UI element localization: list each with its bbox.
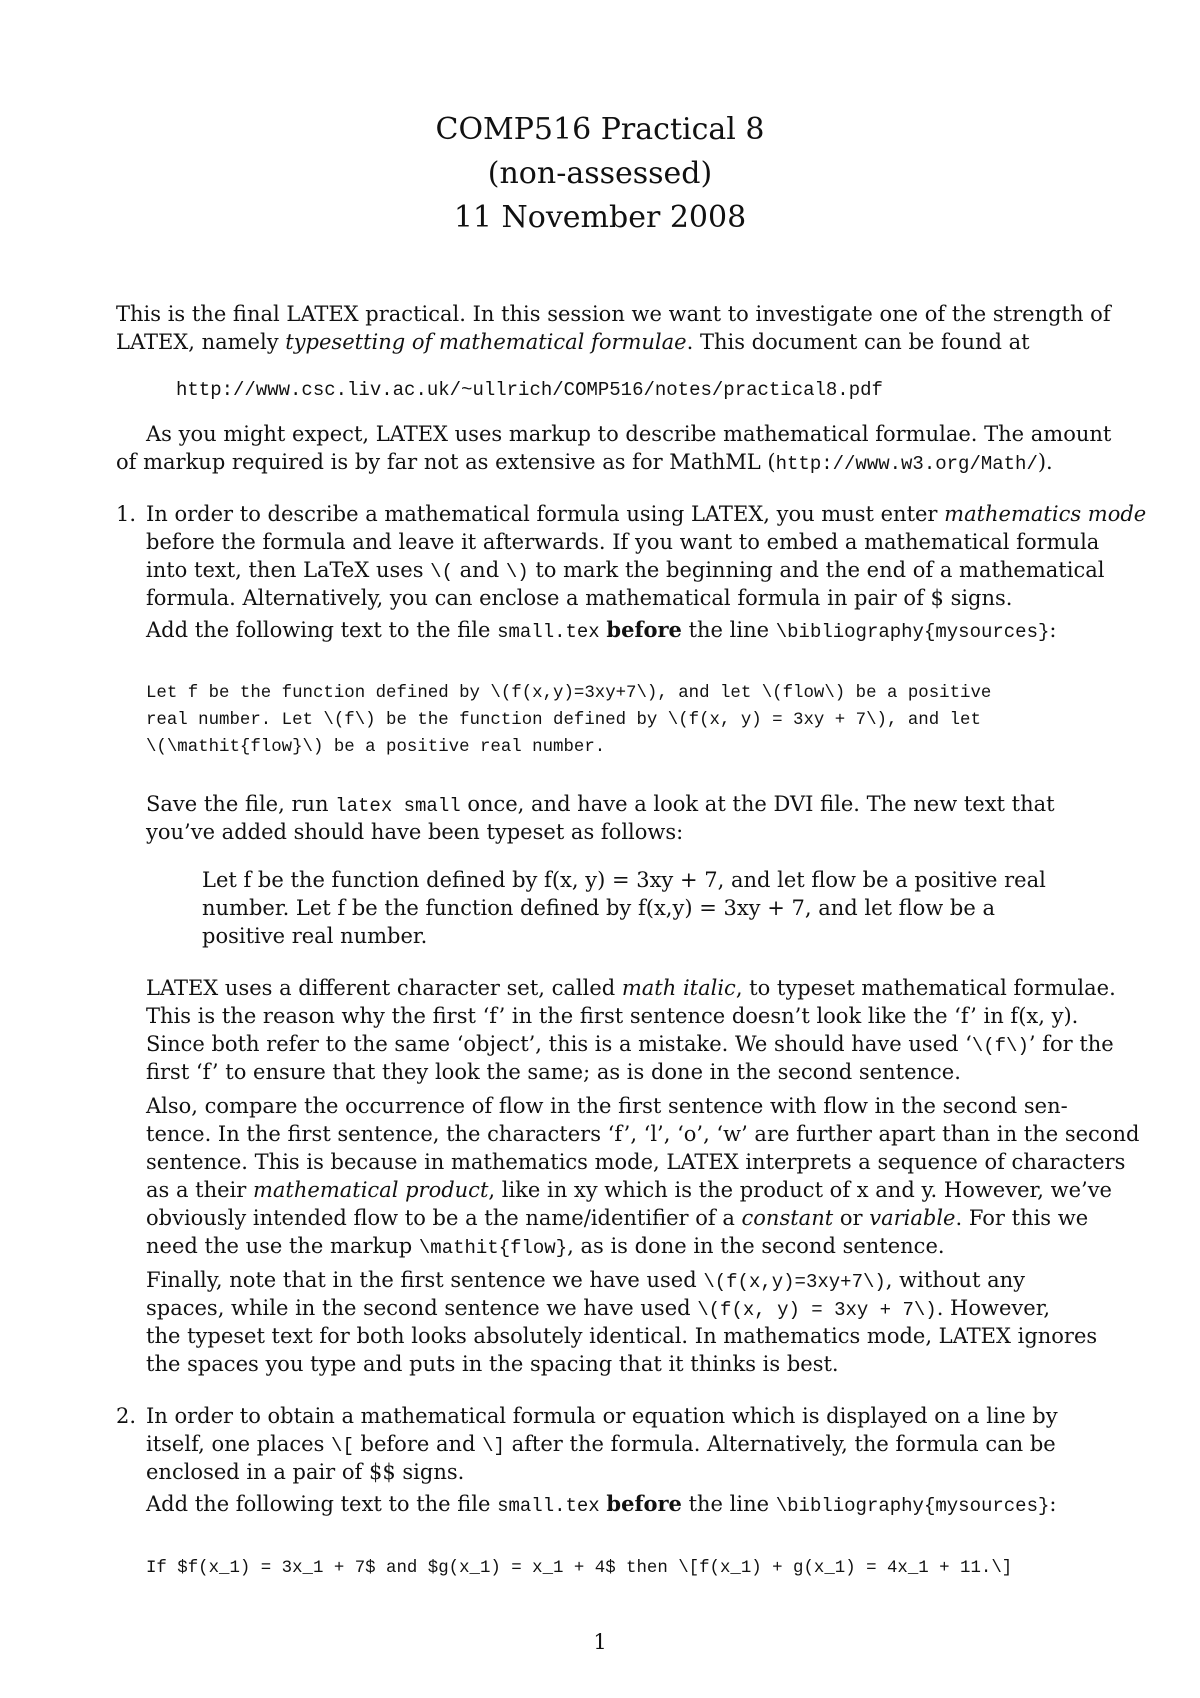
- title-date: 11 November 2008: [453, 200, 747, 235]
- item-2-line-1: In order to obtain a mathematical formula or equation which is displayed on a line by: [146, 1404, 1058, 1428]
- item-1-line-1: In order to describe a mathematical formula using LATEX, you must enter mathematics mode: [146, 502, 1147, 526]
- item-1-p5-line-4: the spaces you type and puts in the spacing that it thinks is best.: [146, 1352, 839, 1376]
- item-1-p5-line-1: Finally, note that in the first sentence we have used \(f(x,y)=3xy+7\), without any: [146, 1268, 1025, 1293]
- mathml-link[interactable]: http://www.w3.org/Math/: [775, 453, 1038, 475]
- quote-line-2: number. Let f be the function defined by f(x,y) = 3xy + 7, and let flow be a: [202, 896, 995, 920]
- item-1-add-instruction: Add the following text to the file small.tex before the line \bibliography{mysources}:: [146, 617, 1057, 643]
- item-1-p5-line-3: the typeset text for both looks absolutely identical. In mathematics mode, LATEX ignores: [146, 1324, 1098, 1348]
- item-1-p3-line-3: Since both refer to the same ‘object’, this is a mistake. We should have used ‘\(f\)’ for the: [146, 1032, 1114, 1057]
- item-2-line-3: enclosed in a pair of $$ signs.: [146, 1460, 465, 1484]
- title-line-1: COMP516 Practical 8: [435, 112, 765, 147]
- item-1-p3-line-1: LATEX uses a different character set, called math italic, to typeset mathematical formulae.: [146, 976, 1116, 1000]
- intro-p2-line-2: of markup required is by far not as extensive as for MathML (http://www.w3.org/Math/).: [116, 450, 1053, 475]
- intro-p2-line-1: As you might expect, LATEX uses markup to describe mathematical formulae. The amount: [146, 422, 1112, 446]
- intro-line-1: This is the final LATEX practical. In this session we want to investigate one of the strength of: [116, 302, 1111, 326]
- item-1-p4-line-4: as a their mathematical product, like in xy which is the product of x and y. However, we’ve: [146, 1178, 1112, 1202]
- item-1-save-line-2: you’ve added should have been typeset as follows:: [146, 820, 684, 844]
- quote-line-1: Let f be the function defined by f(x, y) = 3xy + 7, and let flow be a positive real: [202, 868, 1046, 892]
- quote-line-3: positive real number.: [202, 924, 428, 948]
- item-1-p4-line-3: sentence. This is because in mathematics mode, LATEX interprets a sequence of characters: [146, 1150, 1126, 1174]
- item-1-p4-line-6: need the use the markup \mathit{flow}, as is done in the second sentence.: [146, 1234, 945, 1259]
- item-1-number: 1.: [116, 502, 137, 526]
- page-number: 1: [593, 1630, 607, 1654]
- item-2-code-line-1: If $f(x_1) = 3x_1 + 7$ and $g(x_1) = x_1 + 4$ then \[f(x_1) + g(x_1) = 4x_1 + 11.\]: [146, 1559, 1013, 1578]
- item-1-p3-line-4: first ‘f’ to ensure that they look the same; as is done in the second sentence.: [146, 1060, 961, 1084]
- document-url[interactable]: http://www.csc.liv.ac.uk/~ullrich/COMP516/notes/practical8.pdf: [176, 379, 883, 401]
- item-1-line-3: into text, then LaTeX uses \( and \) to mark the beginning and the end of a mathematical: [146, 558, 1105, 583]
- item-1-p4-line-2: tence. In the first sentence, the characters ‘f’, ‘l’, ‘o’, ‘w’ are further apart than in the second: [146, 1122, 1140, 1146]
- item-1-line-4: formula. Alternatively, you can enclose a mathematical formula in pair of $ signs.: [146, 586, 1013, 610]
- item-2-add-instruction: Add the following text to the file small.tex before the line \bibliography{mysources}:: [146, 1491, 1057, 1517]
- item-1-save-line-1: Save the file, run latex small once, and have a look at the DVI file. The new text that: [146, 792, 1055, 817]
- title-line-2: (non-assessed): [487, 156, 713, 191]
- item-1-code-line-1: Let f be the function defined by \(f(x,y)=3xy+7\), and let \(flow\) be a positive: [146, 684, 992, 703]
- item-1-code-line-3: \(\mathit{flow}\) be a positive real number.: [146, 738, 606, 757]
- intro-line-2: LATEX, namely typesetting of mathematical formulae. This document can be found at: [116, 330, 1030, 354]
- item-1-p3-line-2: This is the reason why the first ‘f’ in the first sentence doesn’t look like the ‘f’ in f(x, y).: [146, 1004, 1079, 1028]
- item-1-code-line-2: real number. Let \(f\) be the function defined by \(f(x, y) = 3xy + 7\), and let: [146, 711, 981, 730]
- item-2-number: 2.: [116, 1404, 137, 1428]
- item-1-line-2: before the formula and leave it afterwards. If you want to embed a mathematical formula: [146, 530, 1100, 554]
- item-1-p4-line-5: obviously intended flow to be a the name/identifier of a constant or variable. For this we: [146, 1206, 1089, 1230]
- item-1-p5-line-2: spaces, while in the second sentence we have used \(f(x, y) = 3xy + 7\). However,: [146, 1296, 1051, 1321]
- item-1-p4-line-1: Also, compare the occurrence of flow in the first sentence with flow in the second sen-: [146, 1094, 1068, 1118]
- item-2-line-2: itself, one places \[ before and \] after the formula. Alternatively, the formula can be: [146, 1432, 1056, 1457]
